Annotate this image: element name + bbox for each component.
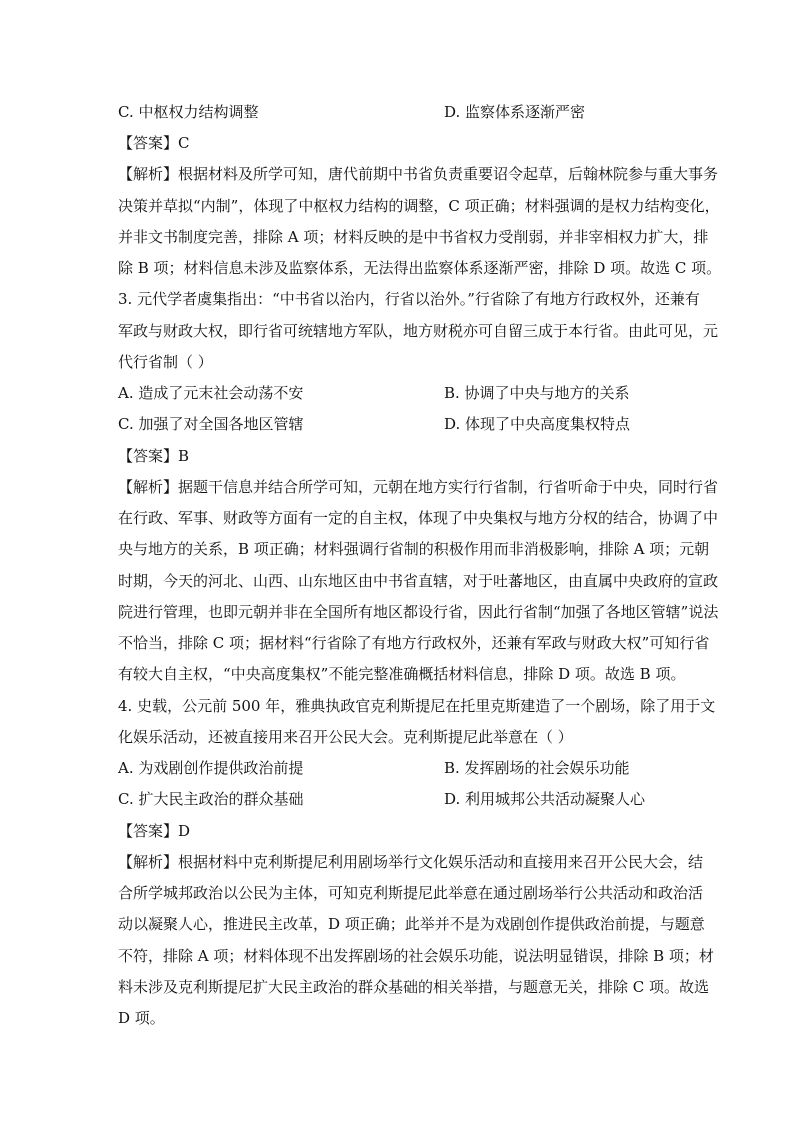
q3-analysis-line: 【解析】据题干信息并结合所学可知，元朝在地方实行行省制，行省听命于中央，同时行省 [118,478,719,496]
q2-answer: 【答案】C [118,134,190,152]
q3-option-b: B. 协调了中央与地方的关系 [444,384,630,402]
q3-analysis-line: 不恰当，排除 C 项；据材料“行省除了有地方行政权外，还兼有军政与财政大权”可知行省 [118,634,710,652]
q4-stem-line: 4. 史载，公元前 500 年，雅典执政官克利斯提尼在托里克斯建造了一个剧场，除了用于文 [118,697,716,715]
q3-stem-line: 代行省制（ ） [118,353,213,371]
q4-option-b: B. 发挥剧场的社会娱乐功能 [444,759,630,777]
q3-option-d: D. 体现了中央高度集权特点 [444,415,631,433]
q2-option-d: D. 监察体系逐渐严密 [444,103,586,121]
q4-answer: 【答案】D [118,822,191,840]
q3-stem-line: 3. 元代学者虞集指出：“中书省以治内，行省以治外。”行省除了有地方行政权外，还兼有 [118,290,700,308]
q4-option-a: A. 为戏剧创作提供政治前提 [118,759,304,777]
q3-stem-line: 军政与财政大权，即行省可统辖地方军队，地方财税亦可自留三成于本行省。由此可见，元 [118,322,719,340]
q3-option-a: A. 造成了元末社会动荡不安 [118,384,304,402]
q3-answer: 【答案】B [118,447,190,465]
q3-analysis-line: 有较大自主权，“中央高度集权”不能完整准确概括材料信息，排除 D 项。故选 B 项。 [118,665,686,683]
q4-option-c: C. 扩大民主政治的群众基础 [118,790,304,808]
q3-analysis-line: 时期，今天的河北、山西、山东地区由中书省直辖，对于吐蕃地区，由直属中央政府的宣政 [118,572,719,590]
q3-analysis-line: 在行政、军事、财政等方面有一定的自主权，体现了中央集权与地方分权的结合，协调了中 [118,509,719,527]
q2-analysis-line: 【解析】根据材料及所学可知，唐代前期中书省负责重要诏令起草，后翰林院参与重大事务 [118,165,719,183]
q4-analysis-line: D 项。 [118,1009,165,1027]
q4-analysis-line: 【解析】根据材料中克利斯提尼利用剧场举行文化娱乐活动和直接用来召开公民大会，结 [118,853,704,871]
q2-analysis-line: 并非文书制度完善，排除 A 项；材料反映的是中书省权力受削弱，并非宰相权力扩大，排 [118,228,709,246]
q2-option-c: C. 中枢权力结构调整 [118,103,259,121]
q4-analysis-line: 料未涉及克利斯提尼扩大民主政治的群众基础的相关举措，与题意无关，排除 C 项。故选 [118,978,710,996]
q4-analysis-line: 动以凝聚人心，推进民主改革，D 项正确；此举并不是为戏剧创作提供政治前提，与题意 [118,915,705,933]
q2-analysis-line: 除 B 项；材料信息未涉及监察体系，无法得出监察体系逐渐严密，排除 D 项。故选 C 项。 [118,259,722,277]
q3-analysis-line: 央与地方的关系，B 项正确；材料强调行省制的积极作用而非消极影响，排除 A 项；元朝 [118,540,710,558]
q4-analysis-line: 合所学城邦政治以公民为主体，可知克利斯提尼此举意在通过剧场举行公共活动和政治活 [118,884,704,902]
q3-analysis-line: 院进行管理，也即元朝并非在全国所有地区都设行省，因此行省制“加强了各地区管辖”说法 [118,603,719,621]
q4-analysis-line: 不符，排除 A 项；材料体现不出发挥剧场的社会娱乐功能，说法明显错误，排除 B 项；材 [118,947,714,965]
q4-stem-line: 化娱乐活动，还被直接用来召开公民大会。克利斯提尼此举意在（ ） [118,728,573,746]
q3-option-c: C. 加强了对全国各地区管辖 [118,415,304,433]
q4-option-d: D. 利用城邦公共活动凝聚人心 [444,790,646,808]
q2-analysis-line: 决策并草拟“内制”，体现了中枢权力结构的调整，C 项正确；材料强调的是权力结构变化， [118,197,720,215]
